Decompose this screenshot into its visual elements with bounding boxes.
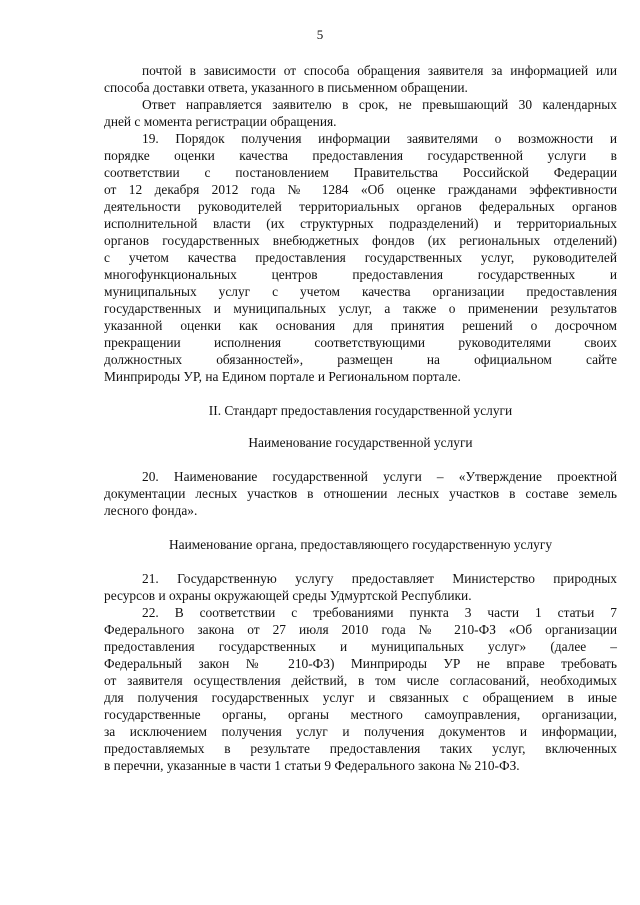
- section-heading: II. Стандарт предоставления государственной услуги: [208, 403, 513, 418]
- paragraph-line: соответствии с постановлением Правительства Российской Федерации: [104, 165, 617, 180]
- paragraph-line: 22. В соответствии с требованиями пункта 3 части 1 статьи 7: [142, 605, 617, 620]
- paragraph-line: в перечни, указанные в части 1 статьи 9 Федерального закона № 210-ФЗ.: [104, 758, 520, 773]
- paragraph-line: Минприроды УР, на Едином портале и Региональном портале.: [104, 369, 461, 384]
- paragraph-line: почтой в зависимости от способа обращения заявителя за информацией или: [142, 63, 617, 78]
- paragraph-line: 21. Государственную услугу предоставляет Министерство природных: [142, 571, 617, 586]
- paragraph-line: предоставляемых в результате предоставления таких услуг, включенных: [104, 741, 617, 756]
- paragraph-line: ресурсов и охраны окружающей среды Удмуртской Республики.: [104, 588, 472, 603]
- section-heading: Наименование государственной услуги: [248, 435, 473, 450]
- paragraph-line: государственных и муниципальных услуг, а также о применении результатов: [104, 301, 617, 316]
- paragraph-line: деятельности руководителей территориальных органов федеральных органов: [104, 199, 617, 214]
- paragraph-line: с учетом качества предоставления государственных услуг, руководителей: [104, 250, 617, 265]
- paragraph-line: органов государственных внебюджетных фондов (их региональных отделений): [104, 233, 617, 248]
- paragraph-line: исполнительной власти (их структурных подразделений) и территориальных: [104, 216, 617, 231]
- section-heading: Наименование органа, предоставляющего государственную услугу: [168, 537, 553, 552]
- paragraph-line: Федеральный закон № 210-ФЗ) Минприроды УР не вправе требовать: [104, 656, 617, 671]
- paragraph-line: лесного фонда».: [104, 503, 198, 518]
- paragraph-line: Федерального закона от 27 июля 2010 года № 210-ФЗ «Об организации: [104, 622, 617, 637]
- paragraph-line: порядке оценки качества предоставления государственной услуги в: [104, 148, 617, 163]
- page-number: 5: [316, 27, 324, 42]
- paragraph-line: прекращении исполнения соответствующими руководителями своих: [104, 335, 617, 350]
- paragraph-line: 20. Наименование государственной услуги – «Утверждение проектной: [142, 469, 617, 484]
- paragraph-line: для получения государственных услуг и связанных с обращением в иные: [104, 690, 617, 705]
- paragraph-line: способа доставки ответа, указанного в письменном обращении.: [104, 80, 468, 95]
- paragraph-line: 19. Порядок получения информации заявителями о возможности и: [142, 131, 617, 146]
- paragraph-line: многофункциональных центров предоставления государственных и: [104, 267, 617, 282]
- paragraph-line: от 12 декабря 2012 года № 1284 «Об оценке гражданами эффективности: [104, 182, 617, 197]
- paragraph-line: государственные органы, органы местного самоуправления, организации,: [104, 707, 617, 722]
- paragraph-line: документации лесных участков в отношении лесных участков в составе земель: [104, 486, 617, 501]
- paragraph-line: Ответ направляется заявителю в срок, не превышающий 30 календарных: [142, 97, 617, 112]
- paragraph-line: дней с момента регистрации обращения.: [104, 114, 337, 129]
- paragraph-line: предоставления государственных и муниципальных услуг» (далее –: [104, 639, 617, 654]
- paragraph-line: от заявителя осуществления действий, в том числе согласований, необходимых: [104, 673, 617, 688]
- paragraph-line: муниципальных услуг с учетом качества организации предоставления: [104, 284, 617, 299]
- paragraph-line: указанной оценки как основания для принятия решений о досрочном: [104, 318, 617, 333]
- paragraph-line: должностных обязанностей», размещен на официальном сайте: [104, 352, 617, 367]
- paragraph-line: за исключением получения услуг и получения документов и информации,: [104, 724, 617, 739]
